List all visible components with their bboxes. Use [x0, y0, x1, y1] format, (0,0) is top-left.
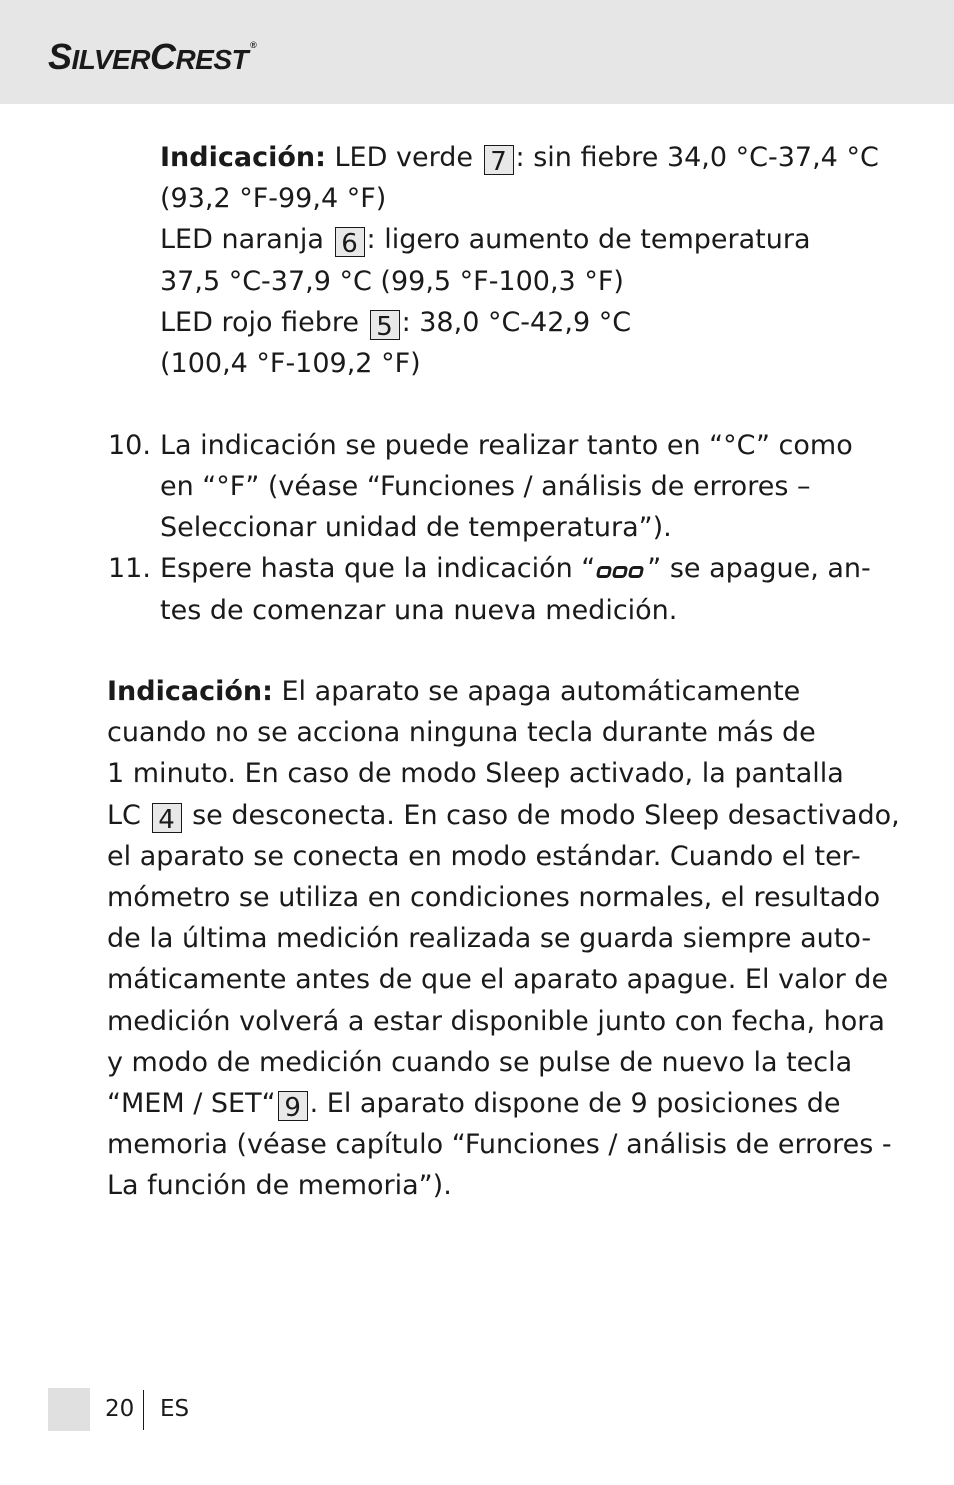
- language-code: ES: [160, 1396, 190, 1422]
- silvercrest-logo: SILVERCREST ®: [48, 36, 257, 77]
- ref-box-7: 7: [484, 145, 514, 175]
- display-segments-icon: [597, 549, 645, 590]
- page-number: 20: [105, 1396, 135, 1422]
- auto-off-note: Indicación: El aparato se apaga automáticamente cuando no se acciona ninguna tecla durante más de 1 minuto. En caso de modo Sleep activado, la pantalla LC 4 se desconecta. En caso de modo Sleep desactivado, el aparato se conecta en modo estándar. Cuando el ter- mómetro se utiliza en condiciones normales, el resultado de la última medición realizada se guarda siempre auto- máticamente antes de que el aparato apague. El valor de medición volverá a estar disponible junto con fecha, hora y modo de medición cuando se pulse de nuevo la tecla “MEM / SET“ 9 . El aparato dispone de 9 posiciones de memoria (véase capítulo “Funciones / análisis de errores - La función de memoria”).: [107, 676, 900, 1202]
- step-number: 10.: [108, 430, 151, 461]
- page-header: [0, 0, 954, 104]
- footer-divider: [143, 1390, 144, 1430]
- note-label: Indicación:: [160, 142, 326, 173]
- ref-box-5: 5: [370, 310, 400, 340]
- footer-marker: [48, 1388, 90, 1431]
- step-number: 11.: [108, 553, 151, 584]
- step-11-text: Espere hasta que la indicación “ ” se apague, an- tes de comenzar una nueva medición.: [160, 548, 871, 631]
- ref-box-9: 9: [278, 1091, 308, 1121]
- step-10-text: La indicación se puede realizar tanto en “°C” como en “°F” (véase “Funciones / análisis de errores – Seleccionar unidad de temperatura”).: [160, 430, 853, 544]
- ref-box-6: 6: [335, 227, 365, 257]
- note-label: Indicación:: [107, 676, 273, 707]
- led-indication-note: Indicación: LED verde 7 : sin fiebre 34,0 °C-37,4 °C (93,2 °F-99,4 °F) LED naranja 6 : ligero aumento de temperatura 37,5 °C-37,9 °C (99,5 °F-100,3 °F) LED rojo fiebre 5 : 38,0 °C-42,9 °C (100,4 °F-109,2 °F): [160, 142, 879, 380]
- ref-box-4: 4: [152, 803, 182, 833]
